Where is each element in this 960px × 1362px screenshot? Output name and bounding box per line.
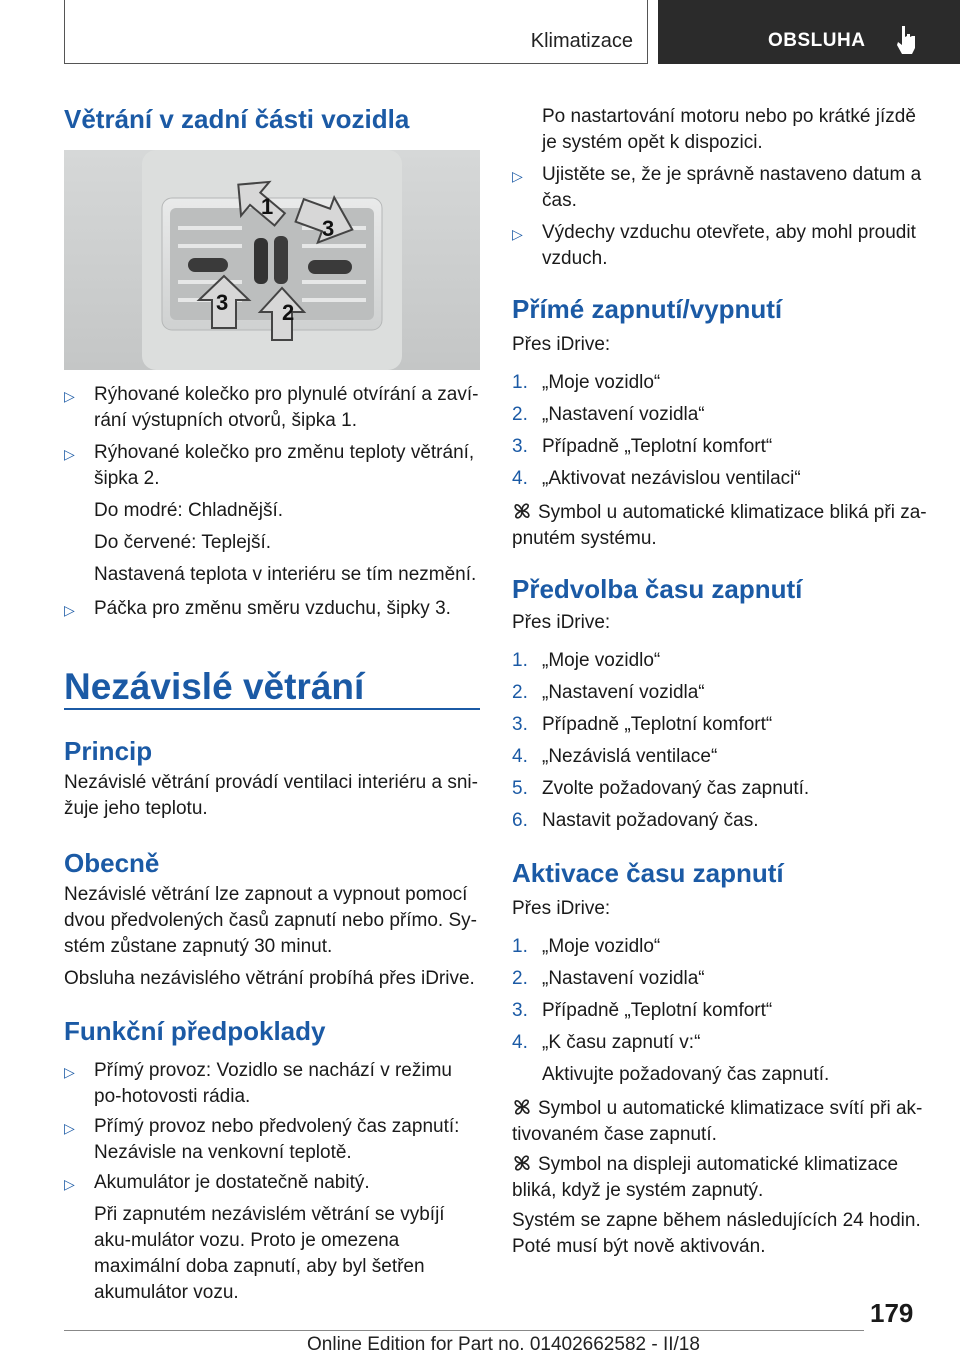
continued-text: Po nastartování motoru nebo po krátké jízdě je systém opět k dispozici. xyxy=(542,106,916,153)
figure-label-2: 2 xyxy=(282,300,295,325)
fan-icon xyxy=(512,1097,532,1117)
sub-text: Do červené: Teplejší. xyxy=(94,532,272,553)
sub-text: Při zapnutém nezávislém větrání se vybíjí aku-mulátor vozu. Proto je omezena maximální doba zapnutí, aby byl šetřen akumulátor vozu. xyxy=(94,1204,445,1303)
bullet-triangle-icon: ▷ xyxy=(64,1064,75,1080)
general-text-2: Obsluha nezávislého větrání probíhá přes iDrive. xyxy=(64,968,475,989)
bullet-triangle-icon: ▷ xyxy=(64,1120,75,1136)
fan-icon xyxy=(512,501,532,521)
hand-pointer-icon xyxy=(896,24,918,54)
via-idrive-text: Přes iDrive: xyxy=(512,612,611,633)
bullet-triangle-icon: ▷ xyxy=(512,226,523,242)
bullet-triangle-icon: ▷ xyxy=(64,1176,75,1192)
general-text: Nezávislé větrání lze zapnout a vypnout pomocí dvou předvolených časů zapnutí nebo přímo. Sy-stém zůstane zapnutý 30 minut. xyxy=(64,884,477,957)
figure-label-1: 1 xyxy=(261,194,274,219)
rear-vent-photo xyxy=(64,150,480,370)
note-activate-2: Symbol na displeji automatické klimatizace bliká, když je systém zapnutý. xyxy=(512,1154,899,1201)
via-idrive-text: Přes iDrive: xyxy=(512,334,611,355)
page-number: 179 xyxy=(870,1298,914,1328)
heading-requirements: Funkční předpoklady xyxy=(64,1016,326,1046)
fan-icon xyxy=(512,1153,532,1173)
figure-label-3-right: 3 xyxy=(322,216,335,241)
heading-direct-switch: Přímé zapnutí/vypnutí xyxy=(512,294,783,324)
header-chapter-label: OBSLUHA xyxy=(768,30,866,51)
sub-text: Nastavená teplota v interiéru se tím nezmění. xyxy=(94,564,477,585)
sub-text: Do modré: Chladnější. xyxy=(94,500,284,521)
bullet-triangle-icon: ▷ xyxy=(64,388,75,404)
activate-text: Systém se zapne během následujících 24 hodin. Poté musí být nově aktivován. xyxy=(512,1210,921,1257)
heading-preset-time: Předvolba času zapnutí xyxy=(512,574,803,604)
principle-text: Nezávislé větrání provádí ventilaci interiéru a sni-žuje jeho teplotu. xyxy=(64,772,478,819)
bullet-triangle-icon: ▷ xyxy=(64,602,75,618)
header-section-title: Klimatizace xyxy=(530,30,633,52)
footer-edition: Online Edition for Part no. 01402662582 - II/18 xyxy=(307,1334,700,1355)
footer-rule xyxy=(64,1330,864,1331)
bullet-triangle-icon: ▷ xyxy=(64,446,75,462)
heading-rear-ventilation: Větrání v zadní části vozidla xyxy=(64,104,410,134)
heading-activate-time: Aktivace času zapnutí xyxy=(512,858,784,888)
figure-label-3-left: 3 xyxy=(216,290,229,315)
note-direct: Symbol u automatické klimatizace bliká při za-pnutém systému. xyxy=(512,502,927,549)
note-activate-1: Symbol u automatické klimatizace svítí při ak-tivovaném čase zapnutí. xyxy=(512,1098,923,1145)
via-idrive-text: Přes iDrive: xyxy=(512,898,611,919)
bullet-triangle-icon: ▷ xyxy=(512,168,523,184)
heading-principle: Princip xyxy=(64,736,153,766)
section-rule xyxy=(64,708,480,710)
heading-independent-ventilation: Nezávislé větrání xyxy=(64,666,365,707)
header-section-box xyxy=(64,0,648,64)
heading-general: Obecně xyxy=(64,848,160,878)
sub-text: Aktivujte požadovaný čas zapnutí. xyxy=(542,1064,830,1085)
header-chapter-tab xyxy=(658,0,960,64)
